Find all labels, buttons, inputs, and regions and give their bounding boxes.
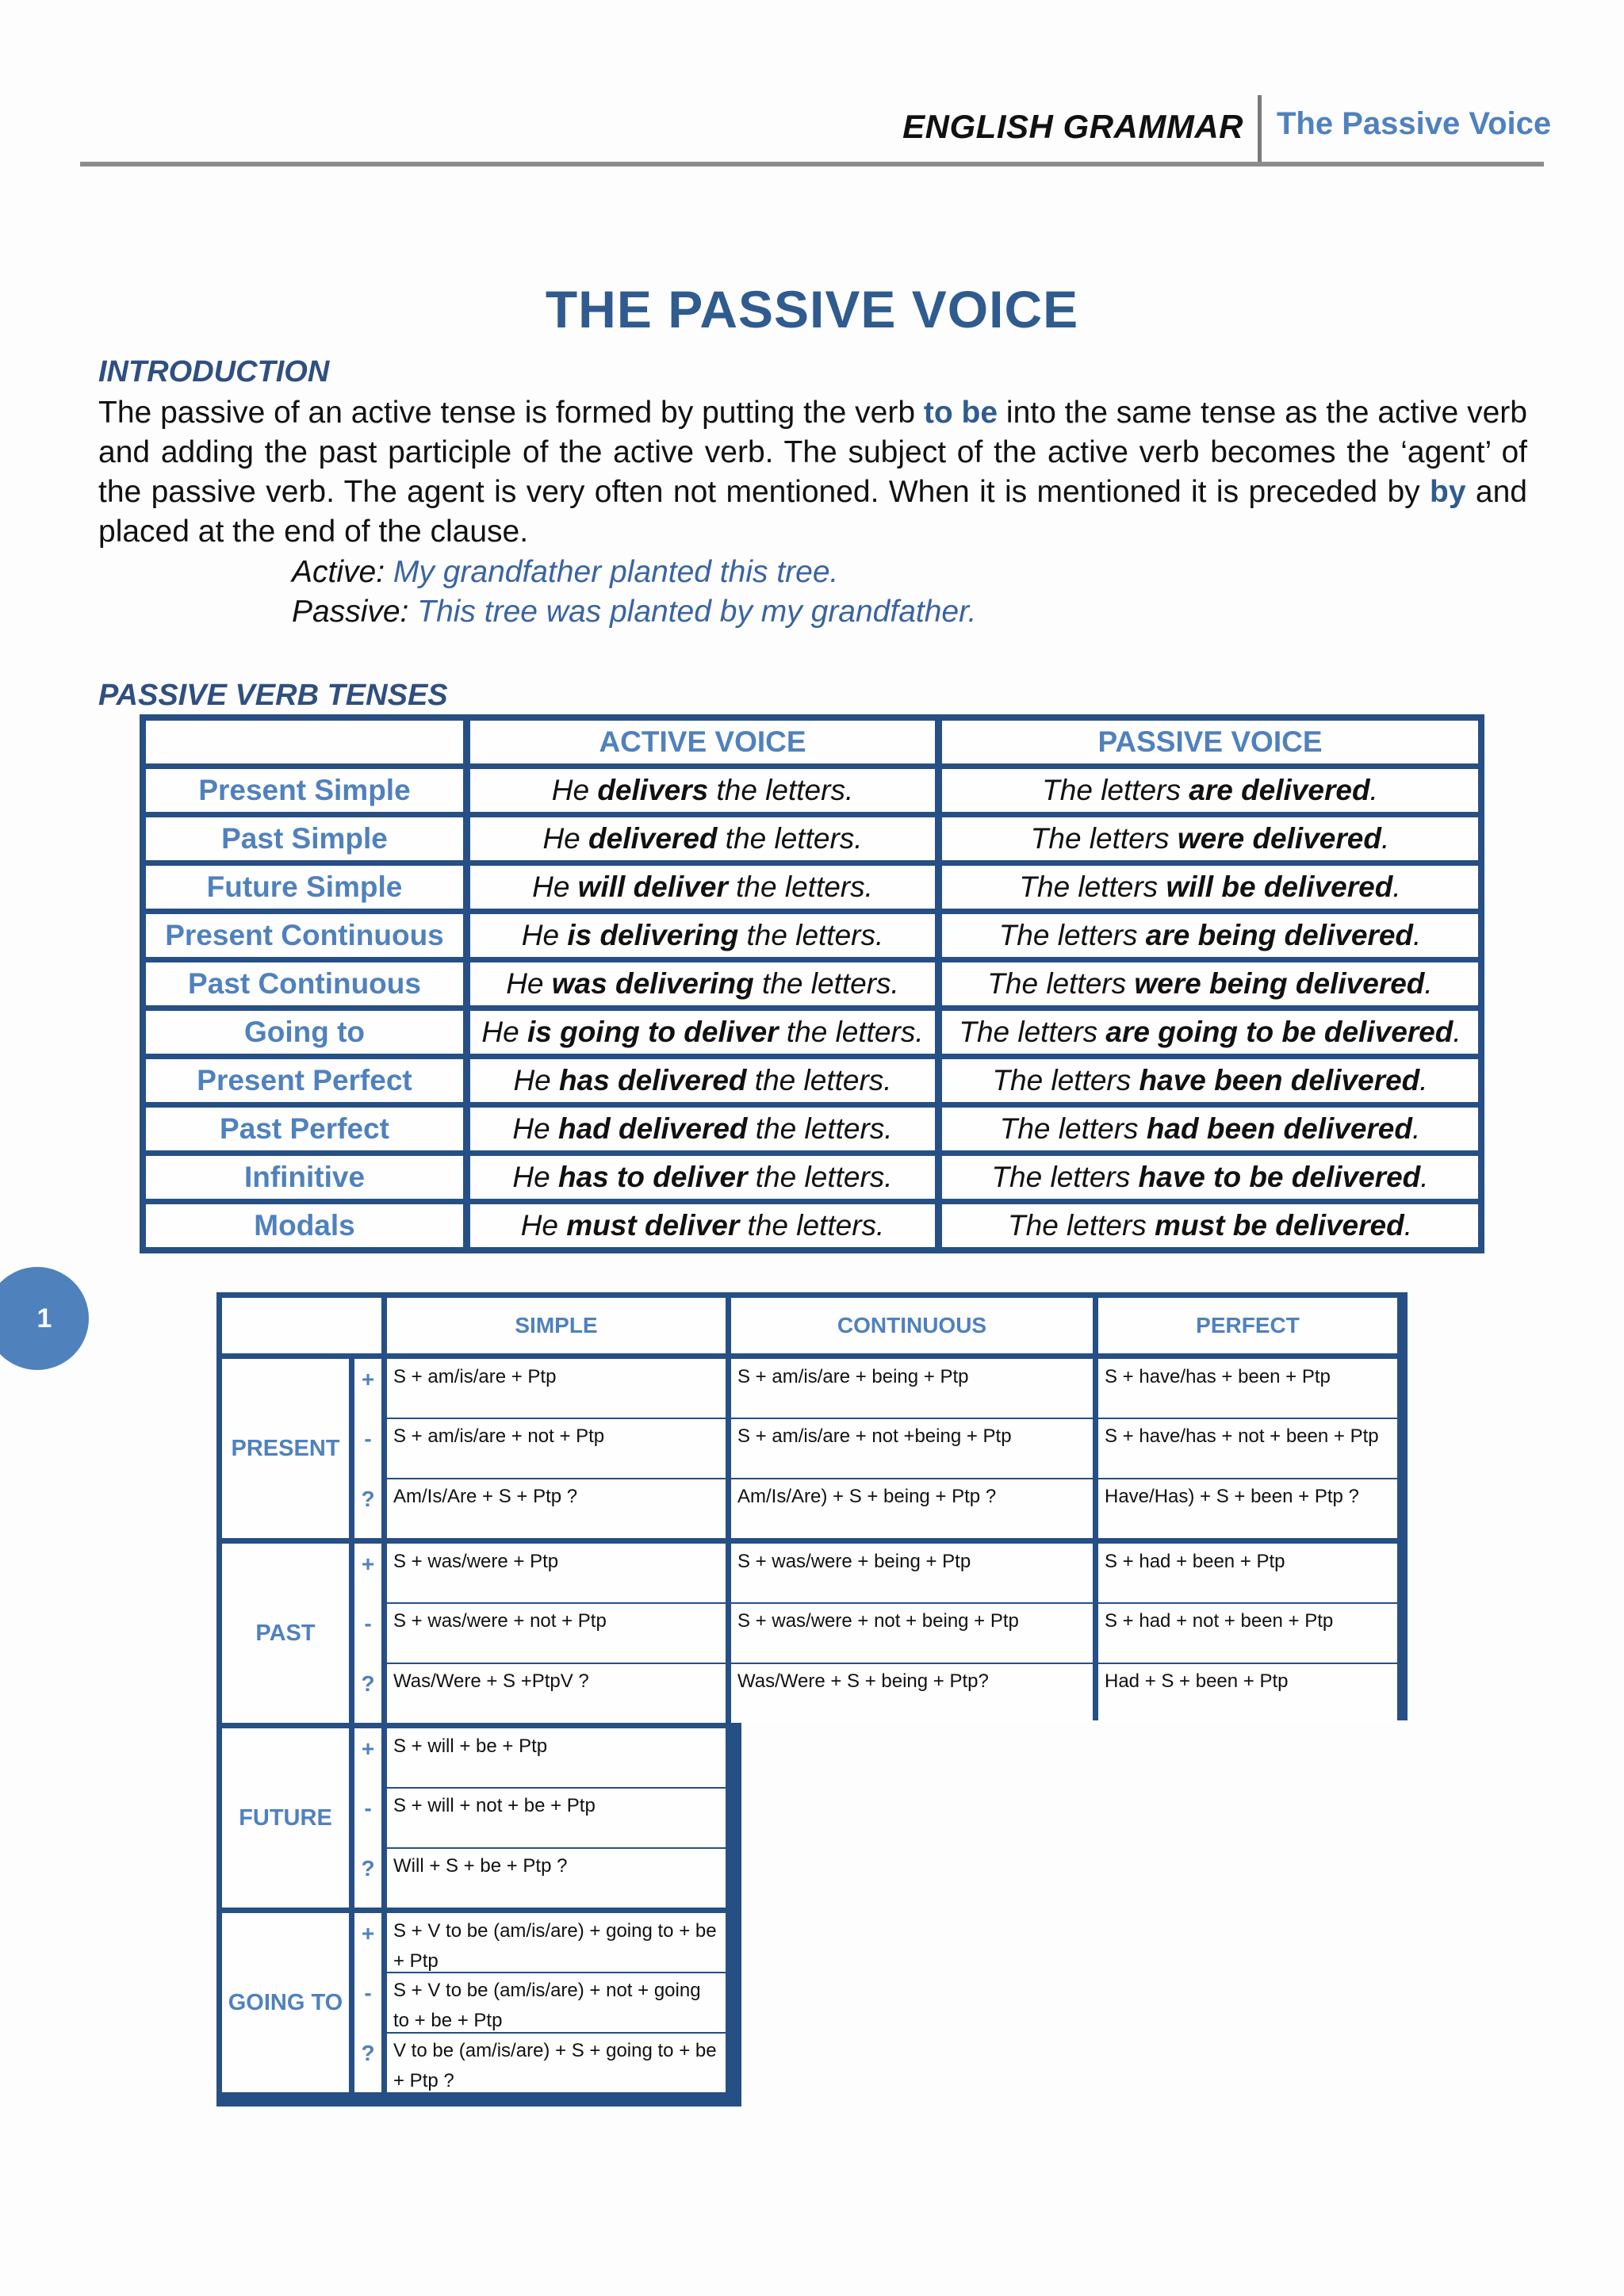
formula-perfect: Have/Has) + S + been + Ptp ? [1098,1479,1397,1538]
formula-row-label: FUTURE [222,1728,349,1908]
formula-simple: S + am/is/are + Ptp [387,1359,726,1418]
active-sentence-post: the letters. [708,773,854,806]
header-subtitle: The Passive Voice [1277,106,1552,141]
tenses-header-passive: PASSIVE VOICE [942,721,1478,763]
active-sentence [470,1011,935,1054]
formula-sign-question: ? [354,1479,381,1538]
passive-sentence [942,914,1478,957]
active-sentence-post: the letters. [778,1015,924,1048]
formula-sign-question: ? [354,1663,381,1723]
formula-sign-negative: - [354,1788,381,1847]
passive-verb: will be delivered [1166,870,1393,903]
passive-sentence [942,1059,1478,1102]
active-example-label: Active: [292,555,385,589]
passive-sentence-post: . [1420,1160,1429,1193]
formula-continuous: S + was/were + being + Ptp [731,1544,1093,1603]
formula-continuous: S + was/were + not + being + Ptp [731,1603,1093,1663]
formula-simple: Will + S + be + Ptp ? [387,1848,726,1908]
formula-header-empty [222,1298,381,1353]
passive-sentence [942,769,1478,812]
passive-verb: were delivered [1177,821,1381,855]
header-title: ENGLISH GRAMMAR [902,108,1243,145]
active-sentence-pre: He [506,966,552,1000]
header-rule [80,162,1544,166]
active-sentence-pre: He [512,1112,558,1145]
passive-sentence-post: . [1419,1063,1428,1096]
formula-subrow-divider [387,1602,1397,1604]
formula-continuous: Was/Were + S + being + Ptp? [731,1663,1093,1723]
formula-sign-positive: + [354,1544,381,1603]
passive-verb: were being delivered [1134,966,1425,1000]
active-sentence-pre: He [521,918,568,951]
passive-sentence [942,866,1478,909]
active-sentence-pre: He [542,821,589,855]
active-sentence-pre: He [551,773,598,806]
tense-label: Present Perfect [146,1059,463,1102]
formula-simple: S + V to be (am/is/are) + going to + be + Ptp [387,1913,726,1973]
active-sentence-pre: He [520,1208,567,1242]
passive-sentence-post: . [1453,1015,1461,1048]
formula-sign-question: ? [354,2033,381,2092]
active-example [292,555,838,590]
formula-sign-question: ? [354,1848,381,1908]
tense-label: Going to [146,1011,463,1054]
formula-subrow-divider [387,1847,726,1849]
formula-simple: S + was/were + not + Ptp [387,1603,726,1663]
formula-continuous: Am/Is/Are) + S + being + Ptp ? [731,1479,1093,1538]
tenses-header-active: ACTIVE VOICE [470,721,935,763]
formula-simple: Was/Were + S +PtpV ? [387,1663,726,1723]
passive-sentence [942,1011,1478,1054]
formula-continuous: S + am/is/are + being + Ptp [731,1359,1093,1418]
formula-sign-negative: - [354,1603,381,1663]
passive-example-text: This tree was planted by my grandfather. [417,595,977,629]
active-sentence-pre: He [513,1063,560,1096]
passive-sentence [942,1204,1478,1247]
active-sentence [470,962,935,1005]
tense-label: Infinitive [146,1156,463,1199]
formula-subrow-divider [387,2032,726,2034]
header-separator [1258,95,1262,165]
active-sentence-pre: He [512,1160,558,1193]
active-sentence-post: the letters. [747,1112,893,1145]
formula-row-label: PAST [222,1544,349,1723]
tense-label: Present Continuous [146,914,463,957]
active-sentence-post: the letters. [747,1160,893,1193]
formula-header-simple: SIMPLE [387,1298,726,1353]
formula-row-label: GOING TO [222,1913,349,2092]
passive-verb: have to be delivered [1138,1160,1421,1193]
tense-label: Future Simple [146,866,463,909]
passive-sentence-pre: The letters [959,1015,1106,1048]
passive-sentence-post: . [1381,821,1390,855]
tense-label: Present Simple [146,769,463,812]
formula-simple: S + will + not + be + Ptp [387,1788,726,1847]
page-number-badge: 1 [0,1267,89,1370]
tenses-heading: PASSIVE VERB TENSES [98,679,448,712]
tense-label: Modals [146,1204,463,1247]
formula-subrow-divider [387,1478,1397,1479]
active-sentence [470,817,935,860]
formula-row-label: PRESENT [222,1359,349,1538]
passive-sentence-pre: The letters [1030,821,1178,855]
active-sentence [470,1059,935,1102]
active-sentence-post: the letters. [738,918,884,951]
active-verb: is delivering [567,918,739,951]
active-sentence [470,1204,935,1247]
active-sentence [470,914,935,957]
active-verb: delivered [588,821,718,855]
passive-verb: must be delivered [1155,1208,1404,1242]
passive-sentence-post: . [1392,870,1401,903]
passive-example-label: Passive: [292,595,409,629]
active-sentence-post: the letters. [739,1208,885,1242]
formula-subrow-divider [387,1787,726,1789]
formula-perfect: S + have/has + not + been + Ptp [1098,1418,1397,1478]
active-verb: delivers [597,773,709,806]
intro-highlight-by: by [1430,475,1466,509]
passive-sentence-post: . [1411,1112,1421,1145]
intro-heading: INTRODUCTION [98,355,330,388]
passive-sentence-post: . [1404,1208,1412,1242]
passive-sentence-post: . [1424,966,1433,1000]
tense-label: Past Perfect [146,1108,463,1150]
intro-text-3: and placed at the end of the clause. [98,475,1527,549]
page-title: THE PASSIVE VOICE [545,280,1079,339]
passive-sentence-pre: The letters [987,966,1135,1000]
intro-text-2: into the same tense as the active verb and adding the past participle of the active verb. The subject of the active verb becomes the ‘agent’ of the passive verb. The agent is very often not mentioned. When it is mentioned it is preceded by [98,396,1527,509]
active-sentence [470,1108,935,1150]
tense-label: Past Simple [146,817,463,860]
passive-verb: are being delivered [1145,918,1414,951]
active-verb: has to deliver [558,1160,748,1193]
formula-sign-positive: + [354,1728,381,1788]
active-sentence-post: the letters. [717,821,863,855]
tense-label: Past Continuous [146,962,463,1005]
formula-sign-positive: + [354,1913,381,1973]
tenses-table [140,714,1484,1253]
active-verb: was delivering [551,966,754,1000]
active-sentence-pre: He [481,1015,527,1048]
active-sentence-post: the letters. [753,966,899,1000]
active-verb: will deliver [577,870,728,903]
intro-highlight-to-be: to be [923,396,998,430]
active-sentence [470,769,935,812]
formula-simple: S + was/were + Ptp [387,1544,726,1603]
active-sentence-post: the letters. [727,870,873,903]
formula-perfect: S + have/has + been + Ptp [1098,1359,1397,1418]
passive-verb: had been delivered [1146,1112,1412,1145]
formula-perfect: S + had + not + been + Ptp [1098,1603,1397,1663]
formula-subrow-divider [387,1663,1397,1664]
intro-paragraph [98,393,1527,552]
formula-perfect: Had + S + been + Ptp [1098,1663,1397,1723]
formula-simple: V to be (am/is/are) + S + going to + be + Ptp ? [387,2033,726,2092]
formula-subrow-divider [387,1972,726,1973]
active-example-text: My grandfather planted this tree. [393,555,839,589]
passive-sentence-pre: The letters [992,1063,1139,1096]
passive-example [292,595,977,629]
passive-verb: have been delivered [1139,1063,1420,1096]
passive-verb: are delivered [1189,773,1370,806]
active-sentence-pre: He [532,870,578,903]
formula-simple: S + will + be + Ptp [387,1728,726,1788]
active-verb: had delivered [558,1112,748,1145]
passive-sentence [942,1108,1478,1150]
formula-header-perfect: PERFECT [1098,1298,1397,1353]
active-sentence-post: the letters. [746,1063,892,1096]
passive-sentence-post: . [1413,918,1422,951]
formula-sign-negative: - [354,1418,381,1478]
formula-simple: S + V to be (am/is/are) + not + going to + be + Ptp [387,1973,726,2032]
passive-sentence-pre: The letters [1008,1208,1155,1242]
passive-sentence-pre: The letters [991,1160,1139,1193]
formula-subrow-divider [387,1418,1397,1419]
passive-verb: are going to be delivered [1105,1015,1454,1048]
formula-simple: S + am/is/are + not + Ptp [387,1418,726,1478]
intro-text-1: The passive of an active tense is formed by putting the verb [98,396,924,430]
active-sentence [470,1156,935,1199]
passive-sentence-pre: The letters [1042,773,1189,806]
active-sentence [470,866,935,909]
passive-sentence-post: . [1369,773,1378,806]
tenses-header-empty [146,721,463,763]
passive-sentence [942,817,1478,860]
formula-sign-negative: - [354,1973,381,2032]
passive-sentence [942,1156,1478,1199]
formula-continuous: S + am/is/are + not +being + Ptp [731,1418,1093,1478]
formula-header-continuous: CONTINUOUS [731,1298,1093,1353]
passive-sentence-pre: The letters [998,918,1146,951]
formula-perfect: S + had + been + Ptp [1098,1544,1397,1603]
passive-sentence-pre: The letters [1019,870,1166,903]
formula-simple: Am/Is/Are + S + Ptp ? [387,1479,726,1538]
active-verb: must deliver [566,1208,740,1242]
active-verb: is going to deliver [527,1015,779,1048]
passive-sentence [942,962,1478,1005]
formula-table [216,1292,1408,2107]
formula-sign-positive: + [354,1359,381,1418]
passive-sentence-pre: The letters [999,1112,1147,1145]
active-verb: has delivered [559,1063,747,1096]
